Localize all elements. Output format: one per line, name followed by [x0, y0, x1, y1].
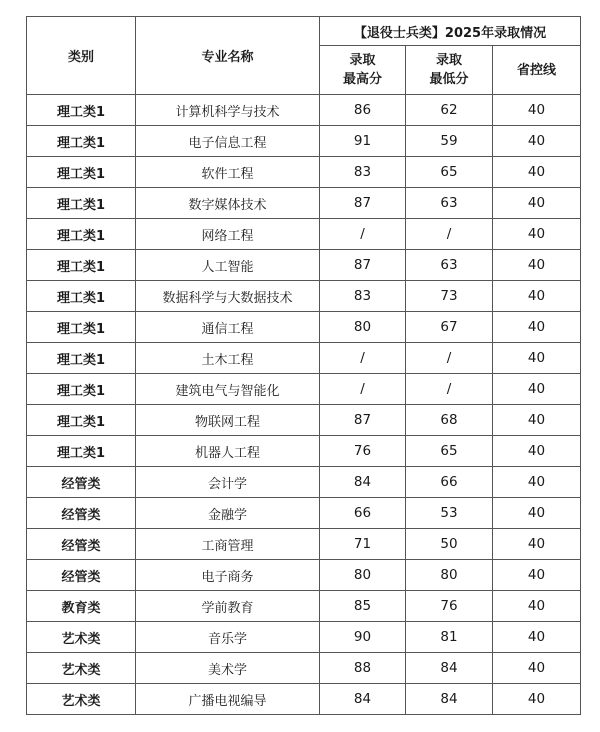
- cell-max-score: 83: [320, 281, 406, 312]
- cell-provincial-line: 40: [493, 560, 581, 591]
- table-row: [27, 126, 581, 157]
- cell-max-score: 76: [320, 436, 406, 467]
- cell-major: 人工智能: [136, 250, 320, 281]
- header-category: 类别: [27, 17, 136, 95]
- cell-major: 建筑电气与智能化: [136, 374, 320, 405]
- cell-min-score: 59: [406, 126, 493, 157]
- cell-category: 理工类1: [27, 95, 136, 126]
- cell-provincial-line: 40: [493, 250, 581, 281]
- cell-provincial-line: 40: [493, 498, 581, 529]
- cell-provincial-line: 40: [493, 343, 581, 374]
- cell-category: 理工类1: [27, 219, 136, 250]
- cell-max-score: 84: [320, 684, 406, 715]
- cell-provincial-line: 40: [493, 653, 581, 684]
- cell-min-score: 76: [406, 591, 493, 622]
- cell-max-score: 85: [320, 591, 406, 622]
- cell-major: 土木工程: [136, 343, 320, 374]
- cell-major: 计算机科学与技术: [136, 95, 320, 126]
- admission-table: [26, 16, 581, 715]
- header-major: 专业名称: [136, 17, 320, 95]
- cell-min-score: 65: [406, 157, 493, 188]
- cell-min-score: 68: [406, 405, 493, 436]
- cell-provincial-line: 40: [493, 281, 581, 312]
- cell-provincial-line: 40: [493, 591, 581, 622]
- table-row: [27, 684, 581, 715]
- cell-max-score: /: [320, 219, 406, 250]
- cell-provincial-line: 40: [493, 684, 581, 715]
- cell-major: 美术学: [136, 653, 320, 684]
- cell-max-score: 80: [320, 560, 406, 591]
- cell-category: 经管类: [27, 467, 136, 498]
- cell-major: 学前教育: [136, 591, 320, 622]
- cell-major: 数字媒体技术: [136, 188, 320, 219]
- cell-category: 理工类1: [27, 281, 136, 312]
- table-row: [27, 405, 581, 436]
- cell-min-score: 63: [406, 250, 493, 281]
- cell-min-score: 84: [406, 684, 493, 715]
- cell-category: 理工类1: [27, 436, 136, 467]
- header-group-title: 【退役士兵类】2025年录取情况: [320, 17, 581, 46]
- cell-category: 理工类1: [27, 250, 136, 281]
- cell-major: 数据科学与大数据技术: [136, 281, 320, 312]
- cell-min-score: 66: [406, 467, 493, 498]
- cell-provincial-line: 40: [493, 126, 581, 157]
- cell-min-score: 62: [406, 95, 493, 126]
- table-row: [27, 281, 581, 312]
- cell-max-score: 83: [320, 157, 406, 188]
- table-row: [27, 622, 581, 653]
- cell-max-score: 84: [320, 467, 406, 498]
- table-row: [27, 219, 581, 250]
- header-provincial-line: 省控线: [493, 46, 581, 95]
- cell-min-score: /: [406, 374, 493, 405]
- cell-provincial-line: 40: [493, 312, 581, 343]
- cell-min-score: 65: [406, 436, 493, 467]
- cell-provincial-line: 40: [493, 436, 581, 467]
- cell-max-score: 88: [320, 653, 406, 684]
- cell-max-score: 87: [320, 405, 406, 436]
- cell-category: 理工类1: [27, 374, 136, 405]
- table-row: [27, 250, 581, 281]
- cell-min-score: 53: [406, 498, 493, 529]
- table-body: [27, 95, 581, 715]
- cell-category: 艺术类: [27, 653, 136, 684]
- cell-major: 电子信息工程: [136, 126, 320, 157]
- table-row: [27, 529, 581, 560]
- cell-max-score: /: [320, 374, 406, 405]
- cell-major: 网络工程: [136, 219, 320, 250]
- cell-category: 理工类1: [27, 188, 136, 219]
- table-row: [27, 653, 581, 684]
- cell-category: 理工类1: [27, 312, 136, 343]
- cell-max-score: 90: [320, 622, 406, 653]
- cell-major: 音乐学: [136, 622, 320, 653]
- cell-max-score: 91: [320, 126, 406, 157]
- cell-provincial-line: 40: [493, 95, 581, 126]
- table-row: [27, 95, 581, 126]
- cell-max-score: 80: [320, 312, 406, 343]
- cell-major: 机器人工程: [136, 436, 320, 467]
- cell-min-score: /: [406, 343, 493, 374]
- cell-max-score: 66: [320, 498, 406, 529]
- cell-category: 理工类1: [27, 405, 136, 436]
- cell-max-score: /: [320, 343, 406, 374]
- cell-provincial-line: 40: [493, 467, 581, 498]
- table-row: [27, 591, 581, 622]
- cell-major: 会计学: [136, 467, 320, 498]
- cell-min-score: 81: [406, 622, 493, 653]
- admission-table-container: [26, 16, 580, 715]
- table-row: [27, 467, 581, 498]
- cell-provincial-line: 40: [493, 529, 581, 560]
- cell-major: 广播电视编导: [136, 684, 320, 715]
- cell-category: 理工类1: [27, 126, 136, 157]
- cell-major: 通信工程: [136, 312, 320, 343]
- cell-max-score: 87: [320, 188, 406, 219]
- cell-provincial-line: 40: [493, 157, 581, 188]
- cell-min-score: 50: [406, 529, 493, 560]
- cell-provincial-line: 40: [493, 405, 581, 436]
- table-row: [27, 374, 581, 405]
- cell-major: 电子商务: [136, 560, 320, 591]
- cell-min-score: 73: [406, 281, 493, 312]
- table-row: [27, 560, 581, 591]
- table-row: [27, 498, 581, 529]
- cell-category: 经管类: [27, 560, 136, 591]
- cell-category: 艺术类: [27, 622, 136, 653]
- cell-category: 教育类: [27, 591, 136, 622]
- table-header: [27, 17, 581, 95]
- cell-category: 理工类1: [27, 157, 136, 188]
- cell-min-score: 63: [406, 188, 493, 219]
- cell-min-score: 84: [406, 653, 493, 684]
- cell-min-score: 67: [406, 312, 493, 343]
- cell-provincial-line: 40: [493, 188, 581, 219]
- cell-major: 工商管理: [136, 529, 320, 560]
- cell-category: 理工类1: [27, 343, 136, 374]
- cell-provincial-line: 40: [493, 374, 581, 405]
- table-row: [27, 312, 581, 343]
- table-row: [27, 188, 581, 219]
- cell-category: 艺术类: [27, 684, 136, 715]
- header-min-score: 录取 最低分: [406, 46, 493, 95]
- cell-min-score: /: [406, 219, 493, 250]
- cell-min-score: 80: [406, 560, 493, 591]
- cell-provincial-line: 40: [493, 622, 581, 653]
- header-max-score: 录取 最高分: [320, 46, 406, 95]
- cell-major: 软件工程: [136, 157, 320, 188]
- table-row: [27, 436, 581, 467]
- cell-major: 金融学: [136, 498, 320, 529]
- table-row: [27, 157, 581, 188]
- cell-max-score: 86: [320, 95, 406, 126]
- cell-provincial-line: 40: [493, 219, 581, 250]
- table-row: [27, 343, 581, 374]
- cell-major: 物联网工程: [136, 405, 320, 436]
- cell-max-score: 71: [320, 529, 406, 560]
- cell-max-score: 87: [320, 250, 406, 281]
- cell-category: 经管类: [27, 529, 136, 560]
- cell-category: 经管类: [27, 498, 136, 529]
